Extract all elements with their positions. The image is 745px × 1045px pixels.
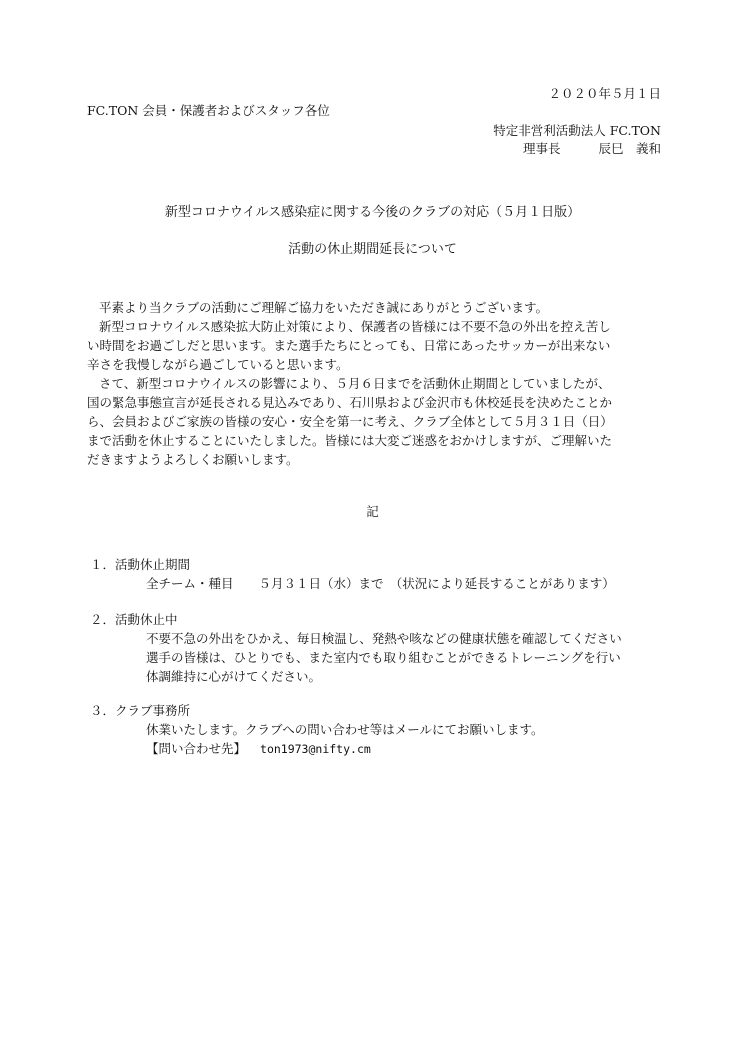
sender-organization: 特定非営利活動法人 FC.TON [493,123,661,138]
contact-label: 【問い合わせ先】 [146,741,247,756]
document-subtitle: 活動の休止期間延長について [288,242,457,257]
body-line-7: ら、会員およびご家族の皆様の安心・安全を第一に考え、クラブ全体として５月３１日（日） [87,414,613,429]
sender-title: 理事長 [522,141,561,156]
document-title: 新型コロナウイルス感染症に関する今後のクラブの対応（５月１日版） [164,205,581,220]
body-line-6: 国の緊急事態宣言が延長される見込みであり、石川県および金沢市も休校延長を決めたことか [87,395,613,410]
contact-line [146,739,371,759]
body-line-9: だきますようよろしくお願いします。 [87,452,299,467]
section-3-line-1: 休業いたします。クラブへの問い合わせ等はメールにてお願いします。 [146,722,544,737]
body-line-1: 平素より当クラブの活動にご理解ご協力をいただき誠にありがとうございます。 [99,300,549,315]
section-1-line-1: 全チーム・種目 ５月３１日（水）まで （状況により延長することがあります） [146,576,615,591]
recipients: FC.TON 会員・保護者およびスタッフ各位 [87,103,330,118]
section-2-line-1: 不要不急の外出をひかえ、毎日検温し、発熱や咳などの健康状態を確認してください [146,631,622,646]
sender-name: 辰巳 義和 [598,141,661,156]
document-date: ２０２０年５月１日 [548,86,661,101]
section-2-line-3: 体調維持に心がけてください。 [146,669,322,684]
section-3-heading: ３．クラブ事務所 [90,703,191,718]
section-1-heading: １．活動休止期間 [90,557,191,572]
sender-signature [523,139,661,158]
body-line-3: い時間をお過ごしだと思います。また選手たちにとっても、日常にあったサッカーが出来ない [87,338,611,353]
section-2-heading: ２．活動休止中 [90,612,178,627]
body-line-5: さて、新型コロナウイルスの影響により、５月６日までを活動休止期間としていましたが、 [99,376,611,391]
body-line-2: 新型コロナウイルス感染拡大防止対策により、保護者の皆様には不要不急の外出を控え苦し [99,319,611,334]
section-2-line-2: 選手の皆様は、ひとりでも、また室内でも取り組むことができるトレーニングを行い [146,650,621,665]
body-line-8: まで活動を休止することにいたしました。皆様には大変ご迷惑をおかけしますが、ご理解いた [87,433,613,448]
body-line-4: 辛さを我慢しながら過ごしていると思います。 [87,357,349,372]
contact-email[interactable]: ton1973@nifty.cm [260,742,371,756]
ki-marker: 記 [366,504,379,519]
